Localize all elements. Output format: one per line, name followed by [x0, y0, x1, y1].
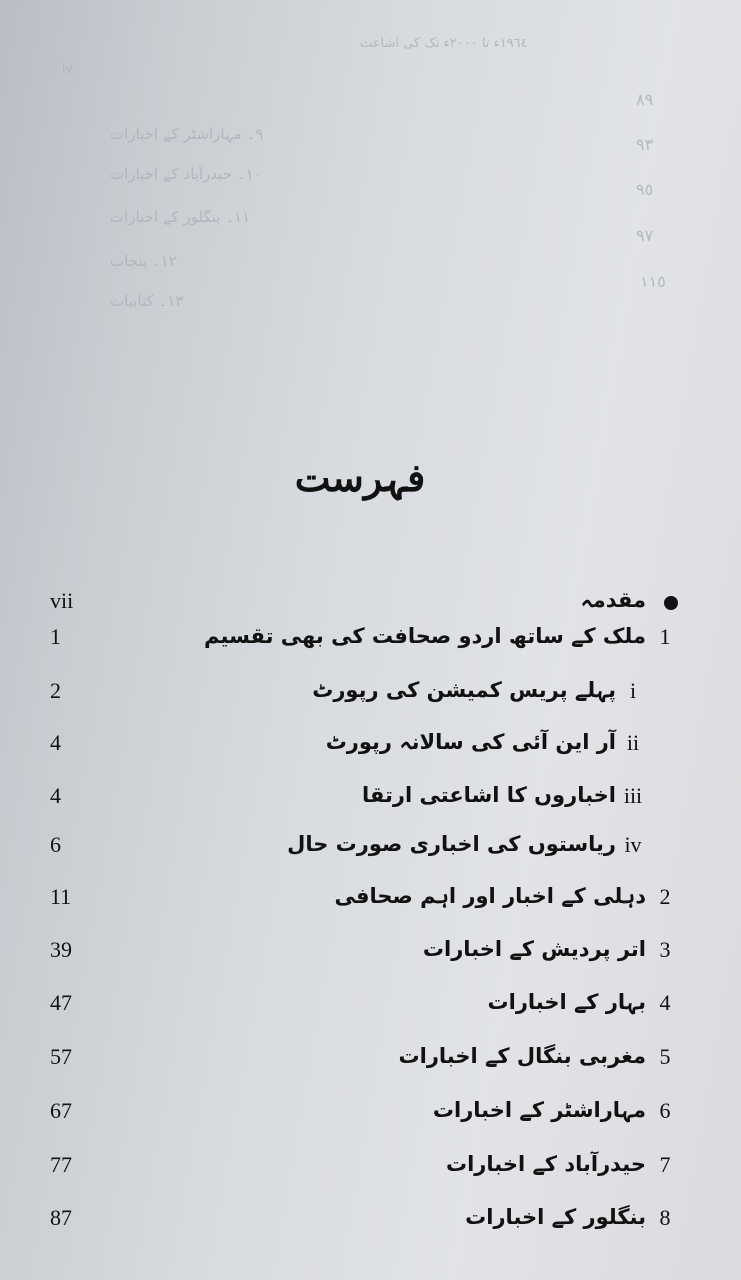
ghost-line: ١٢۔ پنجاب [110, 252, 177, 270]
toc-page-number: 77 [50, 1152, 72, 1177]
ghost-num: ٩٧ [636, 226, 654, 245]
toc-entry-number: 3 [659, 937, 671, 962]
toc-entry-title: اخباروں کا اشاعتی ارتقا [362, 783, 616, 807]
toc-page-number: 1 [50, 624, 61, 649]
toc-entry-number: i [629, 678, 637, 703]
toc-row [40, 1205, 680, 1245]
toc-entry-title: بنگلور کے اخبارات [465, 1205, 646, 1229]
toc-row [40, 624, 680, 664]
toc-entry-number: 5 [659, 1044, 671, 1069]
toc-page-number: 57 [50, 1044, 72, 1069]
toc-entry-title: مقدمہ [580, 588, 646, 612]
toc-page-number: 39 [50, 937, 72, 962]
toc-entry-number: iii [623, 783, 643, 808]
toc-row [40, 1152, 680, 1192]
toc-row [40, 937, 680, 977]
toc-page-number: 87 [50, 1205, 72, 1230]
toc-entry-title: اتر پردیش کے اخبارات [422, 937, 646, 961]
toc-page-number: 47 [50, 990, 72, 1015]
toc-row [40, 884, 680, 924]
toc-row [40, 588, 680, 628]
toc-entry-title: مغربی بنگال کے اخبارات [398, 1044, 646, 1068]
toc-entry-number: ii [626, 730, 640, 755]
toc-entry-number: 8 [659, 1205, 671, 1230]
page-title: فہرست [294, 455, 426, 500]
show-through-text [0, 0, 741, 330]
toc-page-number: vii [50, 588, 74, 613]
toc-row [40, 832, 680, 872]
toc-entry-number: iv [624, 832, 642, 857]
toc-page-number: 11 [50, 884, 72, 909]
toc-page-number: 2 [50, 678, 61, 703]
toc-entry-title: پہلے پریس کمیشن کی رپورٹ [312, 678, 616, 702]
toc-page-number: 4 [50, 730, 61, 755]
toc-entry-number: 2 [659, 884, 671, 909]
toc-entry-number: 4 [659, 990, 671, 1015]
toc-entry-title: ملک کے ساتھ اردو صحافت کی بھی تقسیم [204, 624, 646, 648]
toc-entry-title: بہار کے اخبارات [487, 990, 646, 1014]
ghost-line: ۹۔ مہاراشٹر کے اخبارات [110, 125, 264, 143]
toc-page-number: 67 [50, 1098, 72, 1123]
ghost-num: ١١٥ [640, 272, 666, 291]
ghost-header: ١٩٦٤ء تا ٢٠٠٠ء تک کی اشاعت [360, 36, 528, 51]
toc-row [40, 678, 680, 718]
ghost-mark: iv [62, 62, 73, 76]
toc-entry-title: آر این آئی کی سالانہ رپورٹ [325, 730, 616, 754]
toc-entry-title: دہلی کے اخبار اور اہم صحافی [334, 884, 646, 908]
toc-page-number: 6 [50, 832, 61, 857]
toc-row [40, 1098, 680, 1138]
ghost-num: ٩٣ [636, 135, 654, 154]
toc-entry-title: حیدرآباد کے اخبارات [446, 1152, 646, 1176]
toc-entry-title: مہاراشٹر کے اخبارات [432, 1098, 646, 1122]
toc-row [40, 730, 680, 770]
bullet-icon [664, 596, 678, 610]
toc-row [40, 990, 680, 1030]
ghost-line: ١٠۔ حیدرآباد کے اخبارات [110, 165, 262, 183]
toc-entry-number: 6 [659, 1098, 671, 1123]
ghost-line: ١٣۔ کتابیات [110, 292, 184, 310]
ghost-line: ١١۔ بنگلور کے اخبارات [110, 208, 251, 226]
ghost-num: ٨٩ [636, 90, 654, 109]
toc-entry-number: 7 [659, 1152, 671, 1177]
toc-entry-title: ریاستوں کی اخباری صورت حال [287, 832, 616, 856]
ghost-num: ٩٥ [636, 180, 654, 199]
toc-row [40, 783, 680, 823]
toc-entry-number: 1 [659, 624, 671, 649]
toc-page-number: 4 [50, 783, 61, 808]
toc-row [40, 1044, 680, 1084]
